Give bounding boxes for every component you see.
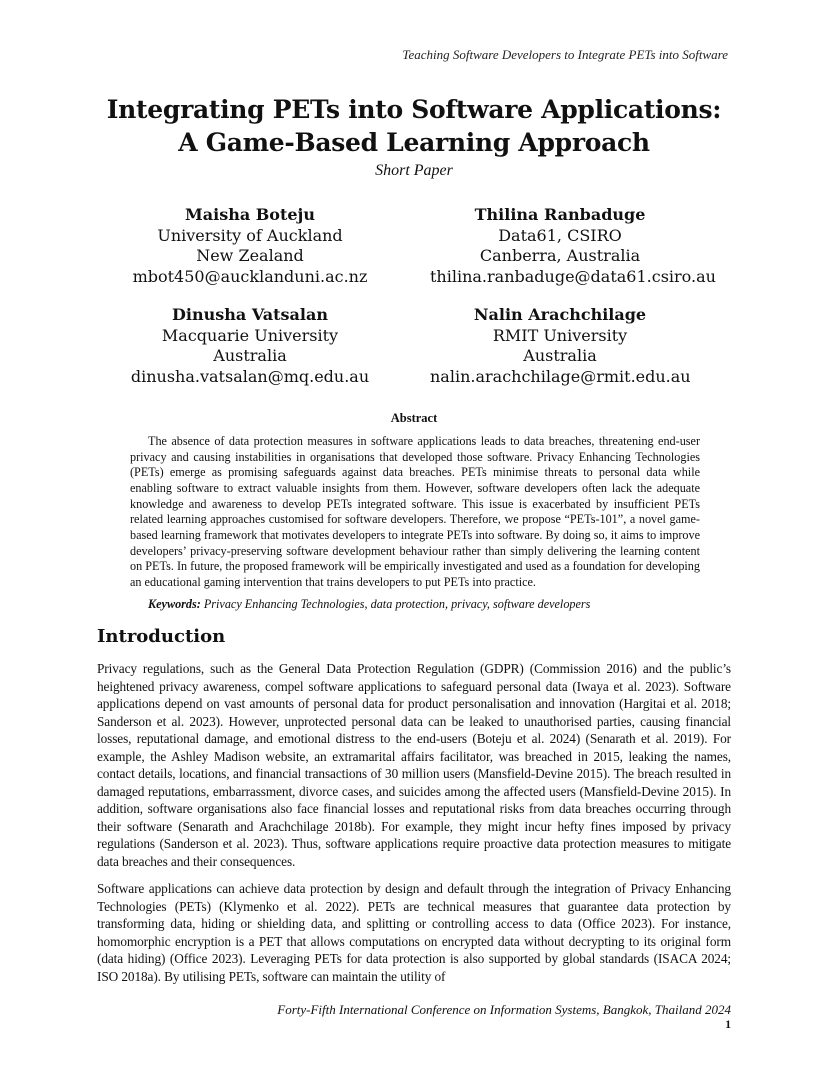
- author-block-2: [430, 205, 716, 287]
- keywords-text: Privacy Enhancing Technologies, data protection, privacy, software developers: [203, 597, 591, 611]
- author-location: Australia: [213, 346, 287, 365]
- author-email: thilina.ranbaduge@data61.csiro.au: [430, 266, 716, 286]
- author-affiliation: University of Auckland: [157, 225, 343, 245]
- body-paragraph-1: Privacy regulations, such as the General Data Protection Regulation (GDPR) (Commission 2016) and the public’s heightened privacy awareness, compel software applications to safeguard personal data (Iwaya et al. 2023). Software applications depend on vast amounts of personal data for product personalisation and innovation (Hargitai et al. 2018; Sanderson et al. 2023). However, unprotected personal data can be leaked to unauthorised parties, causing financial losses, reputational damage, and emotional distress to the end-users (Boteju et al. 2024) (Senarath et al. 2019). For example, the Ashley Madison website, an extramarital affairs facilitator, was breached in 2015, leaking the names, contact details, locations, and financial transactions of 30 million users (Mansfield-Devine 2015). The breach resulted in damaged reputations, embarrassment, divorce cases, and suicides among the affected users (Mansfield-Devine 2015). In addition, software organisations also face financial losses and reputational risks from data breaches occurring through their software (Senarath and Arachchilage 2018b). For example, they might incur hefty fines imposed by privacy regulations (Sanderson et al. 2023). Thus, software applications require proactive data protection measures to mitigate data breaches and their consequences.: [97, 661, 731, 870]
- keywords: [148, 597, 708, 612]
- abstract-text: The absence of data protection measures in software applications leads to data breaches, threatening end-user privacy and causing instabilities in organisations that developed those software. Privacy Enhancing Technologies (PETs) emerge as promising safeguards against data breaches. PETs minimise threats to personal data while enabling software to extract valuable insights from them. However, software developers often lack the adequate knowledge and awareness to develop PETs integrated software. This issue is exacerbated by insufficient PETs related learning approaches customised for software developers. Therefore, we propose “PETs-101”, a novel game-based learning framework that motivates developers to integrate PETs into software. By doing so, it aims to improve developers’ privacy-preserving software development behaviour rather than simply delivering the learning content on PETs. In future, the proposed framework will be empirically investigated and used as a foundation for developing an educational gaming intervention that trains developers to put PETs into practice.: [130, 434, 700, 589]
- author-email: nalin.arachchilage@rmit.edu.au: [430, 366, 691, 386]
- section-heading-introduction: Introduction: [97, 626, 226, 647]
- page-number: 1: [725, 1019, 731, 1031]
- author-affiliation: RMIT University: [492, 325, 628, 345]
- author-location: Canberra, Australia: [479, 246, 641, 265]
- author-block-4: [430, 305, 690, 387]
- author-affiliation: Macquarie University: [161, 325, 339, 345]
- paper-title: [0, 93, 828, 159]
- author-block-1: [120, 205, 380, 287]
- paper-type: Short Paper: [375, 162, 453, 179]
- keywords-label: Keywords:: [148, 597, 201, 611]
- author-affiliation: Data61, CSIRO: [498, 225, 622, 245]
- author-name: Maisha Boteju: [185, 205, 315, 224]
- author-location: Australia: [523, 346, 597, 365]
- author-email: dinusha.vatsalan@mq.edu.au: [130, 366, 370, 386]
- conference-footer: Forty-Fifth International Conference on Information Systems, Bangkok, Thailand 2024: [277, 1002, 731, 1017]
- author-name: Thilina Ranbaduge: [474, 205, 646, 224]
- author-location: New Zealand: [196, 246, 304, 265]
- abstract-heading: Abstract: [390, 411, 438, 425]
- author-name: Nalin Arachchilage: [473, 305, 647, 324]
- running-head: Teaching Software Developers to Integrate PETs into Software: [402, 47, 728, 62]
- title-line-2: A Game-Based Learning Approach: [178, 128, 650, 157]
- author-email: mbot450@aucklanduni.ac.nz: [132, 266, 368, 286]
- author-name: Dinusha Vatsalan: [172, 305, 328, 324]
- title-line-1: Integrating PETs into Software Applications:: [106, 95, 722, 124]
- body-paragraph-2: Software applications can achieve data protection by design and default through the integration of Privacy Enhancing Technologies (PETs) (Klymenko et al. 2022). PETs are technical measures that guarantee data protection by transforming data, hiding or shielding data, and splitting or controlling access to data (Office 2023). For instance, homomorphic encryption is a PET that allows computations on encrypted data without decrypting to its original form (data hiding) (Office 2023). Leveraging PETs for data protection is also supported by global standards (ISACA 2024; ISO 2018a). By utilising PETs, software can maintain the utility of: [97, 881, 731, 984]
- author-block-3: [120, 305, 380, 387]
